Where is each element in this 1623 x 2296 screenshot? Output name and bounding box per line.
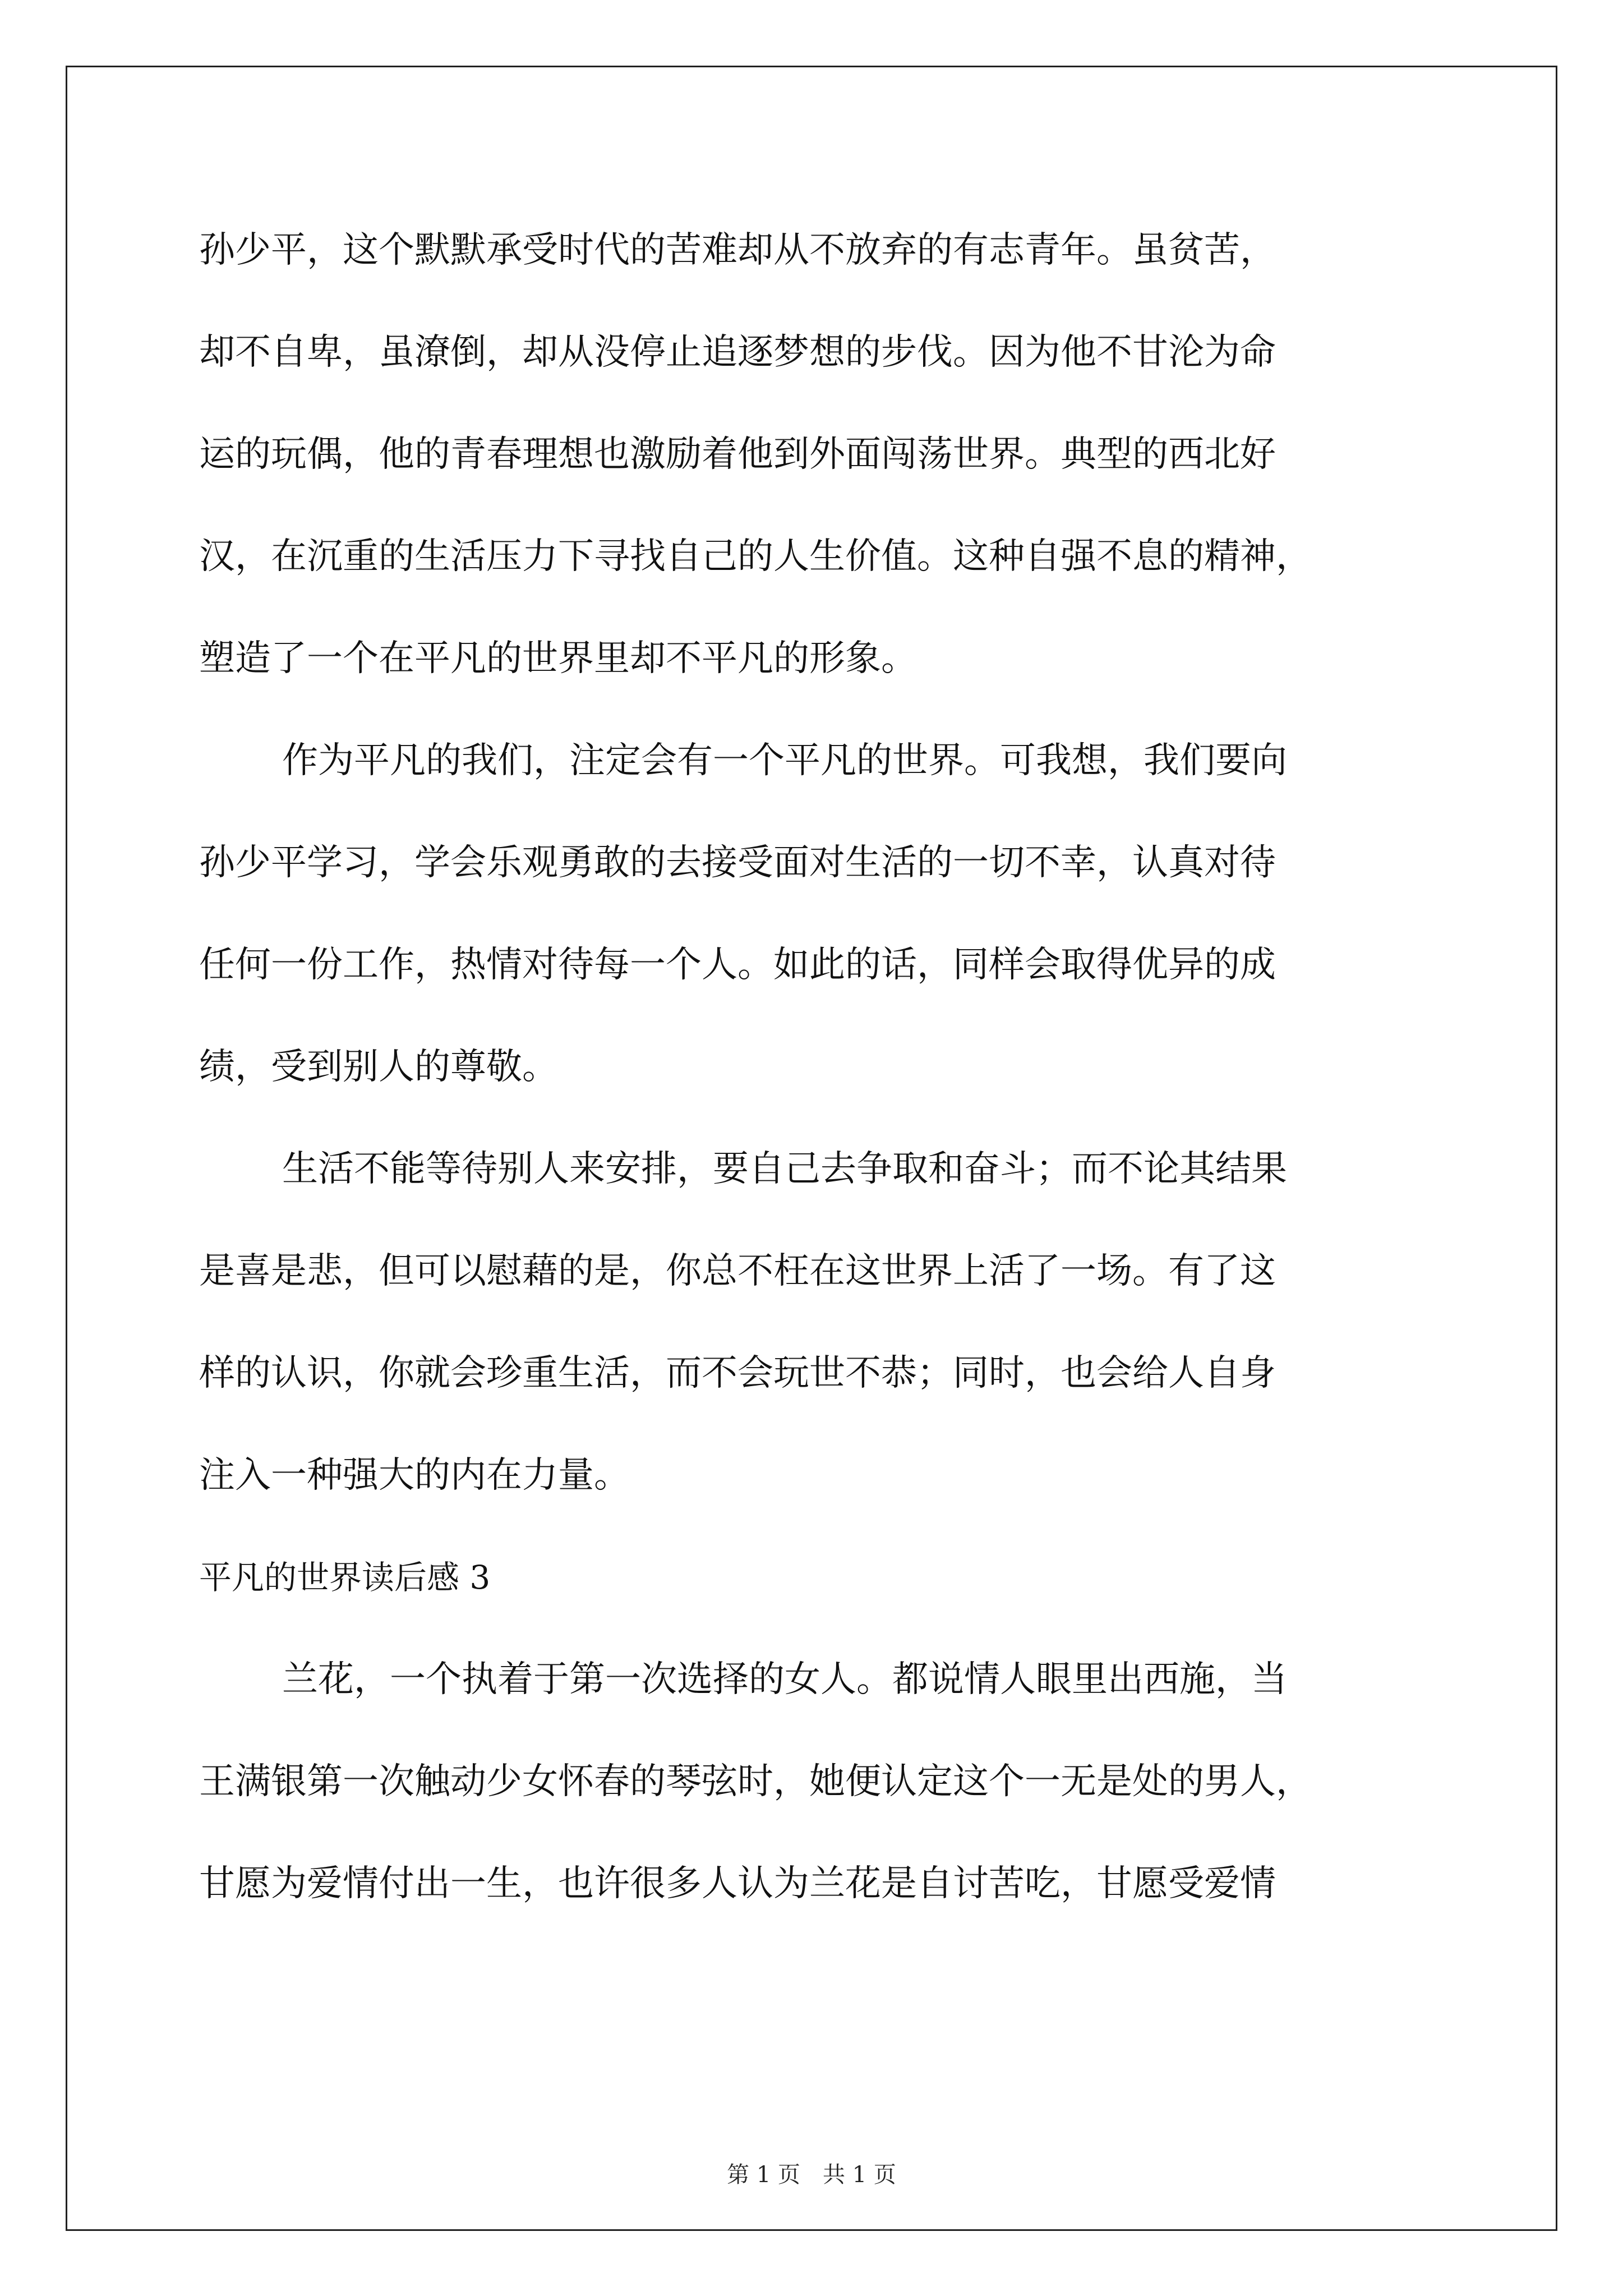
paragraph-line: 生活不能等待别人来安排，要自己去争取和奋斗；而不论其结果 (282, 1148, 1287, 1190)
document-body (199, 199, 1422, 1935)
page-footer: 第 1 页 共 1 页 (727, 2162, 896, 2188)
paragraph-line: 汉，在沉重的生活压力下寻找自己的人生价值。这种自强不息的精神， (199, 536, 1312, 577)
section-heading: 平凡的世界读后感 3 (199, 1558, 491, 1596)
paragraph-line: 孙少平学习，学会乐观勇敢的去接受面对生活的一切不幸，认真对待 (199, 842, 1276, 884)
paragraph-line: 王满银第一次触动少女怀春的琴弦时，她便认定这个一无是处的男人， (199, 1761, 1312, 1802)
paragraph-line: 注入一种强大的内在力量。 (199, 1455, 630, 1496)
paragraph-line: 兰花，一个执着于第一次选择的女人。都说情人眼里出西施，当 (282, 1659, 1287, 1700)
paragraph-line: 甘愿为爱情付出一生，也许很多人认为兰花是自讨苦吃，甘愿受爱情 (199, 1863, 1276, 1904)
paragraph-line: 塑造了一个在平凡的世界里却不平凡的形象。 (199, 638, 917, 679)
paragraph-line: 绩，受到别人的尊敬。 (199, 1046, 558, 1088)
paragraph-line: 孙少平，这个默默承受时代的苦难却从不放弃的有志青年。虽贫苦， (199, 229, 1276, 271)
paragraph-line: 是喜是悲，但可以慰藉的是，你总不枉在这世界上活了一场。有了这 (199, 1250, 1276, 1292)
paragraph-line: 运的玩偶，他的青春理想也激励着他到外面闯荡世界。典型的西北好 (199, 434, 1276, 475)
paragraph-line: 作为平凡的我们，注定会有一个平凡的世界。可我想，我们要向 (282, 740, 1287, 781)
paragraph-line: 却不自卑，虽潦倒，却从没停止追逐梦想的步伐。因为他不甘沦为命 (199, 332, 1276, 373)
paragraph-line: 任何一份工作，热情对待每一个人。如此的话，同样会取得优异的成 (199, 944, 1276, 986)
paragraph-line: 样的认识，你就会珍重生活，而不会玩世不恭；同时，也会给人自身 (199, 1352, 1276, 1394)
